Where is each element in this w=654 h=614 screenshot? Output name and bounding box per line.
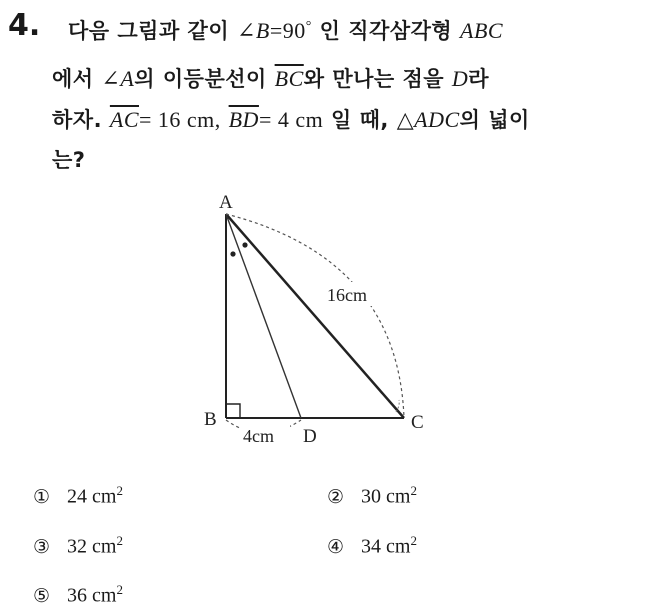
q1-text-a: 다음 그림과 같이 [68, 19, 230, 43]
point-b-label: B [204, 409, 217, 430]
choice-unit: cm [92, 485, 117, 508]
question-line-3 [52, 104, 530, 134]
choice-number: ④ [327, 535, 345, 558]
choice-number: ① [33, 485, 51, 508]
q3-text-a: 하자. [52, 108, 103, 132]
choice-exponent: 2 [410, 533, 417, 548]
point-c-label: C [411, 412, 424, 433]
choice-exponent: 2 [116, 483, 123, 498]
angle-variable: B [255, 18, 270, 43]
choice-unit: cm [92, 535, 117, 558]
right-angle-mark [226, 404, 240, 418]
question-line-1 [68, 15, 503, 45]
choice-value: 34 [361, 535, 381, 558]
angle-symbol: ∠ [101, 66, 121, 91]
question-line-4: 는? [52, 148, 86, 172]
q3-text-c: 의 넓이 [459, 108, 530, 132]
segment-ac: $\overline{AC}$ [109, 107, 139, 132]
choice-unit: cm [386, 485, 411, 508]
q2-text-a: 에서 [52, 67, 94, 91]
choice-5[interactable] [33, 582, 123, 608]
triangle-adc-name: ADC [414, 107, 460, 132]
point-a-label: A [219, 192, 233, 213]
triangle-figure [190, 188, 430, 456]
bd-length: = 4 cm [258, 107, 324, 132]
angle-mark-dot [242, 242, 247, 247]
q2-text-b: 의 이등분선이 [134, 67, 267, 91]
ac-length-label: 16cm [327, 285, 367, 305]
choice-exponent: 2 [116, 582, 123, 597]
ac-length: = 16 cm, [139, 107, 221, 132]
choice-number: ⑤ [33, 584, 51, 607]
choice-3[interactable] [33, 533, 123, 559]
choice-value: 24 [67, 485, 87, 508]
angle-symbol: ∠ [236, 18, 256, 43]
q1-text-b: 인 직각삼각형 [319, 19, 453, 43]
choice-value: 32 [67, 535, 87, 558]
choice-exponent: 2 [116, 533, 123, 548]
angle-mark-dot [230, 251, 235, 256]
choice-unit: cm [92, 584, 117, 607]
choice-number: ③ [33, 535, 51, 558]
angle-bisector-ad [226, 214, 301, 418]
triangle-symbol: △ [396, 107, 415, 132]
choice-1[interactable] [33, 483, 123, 509]
choice-value: 36 [67, 584, 87, 607]
point-d-label: D [303, 426, 317, 447]
choice-unit: cm [386, 535, 411, 558]
choice-exponent: 2 [410, 483, 417, 498]
q3-text-b: 일 때, [331, 108, 389, 132]
q2-text-c: 와 만나는 점을 [303, 67, 445, 91]
triangle-name: ABC [460, 18, 504, 43]
q2-text-d: 라 [468, 67, 490, 91]
choice-4[interactable] [327, 533, 417, 559]
question-number: 4. [8, 8, 41, 43]
point-d-name: D [451, 66, 469, 91]
choice-value: 30 [361, 485, 381, 508]
choice-number: ② [327, 485, 345, 508]
bd-length-label: 4cm [243, 426, 274, 446]
angle-variable: A [120, 66, 135, 91]
degree-symbol: ° [305, 19, 312, 34]
question-line-2 [52, 63, 489, 93]
angle-value: =90 [269, 18, 306, 43]
segment-bc: $\overline{BC}$ [274, 66, 304, 91]
choice-2[interactable] [327, 483, 417, 509]
segment-bd: $\overline{BD}$ [228, 107, 259, 132]
